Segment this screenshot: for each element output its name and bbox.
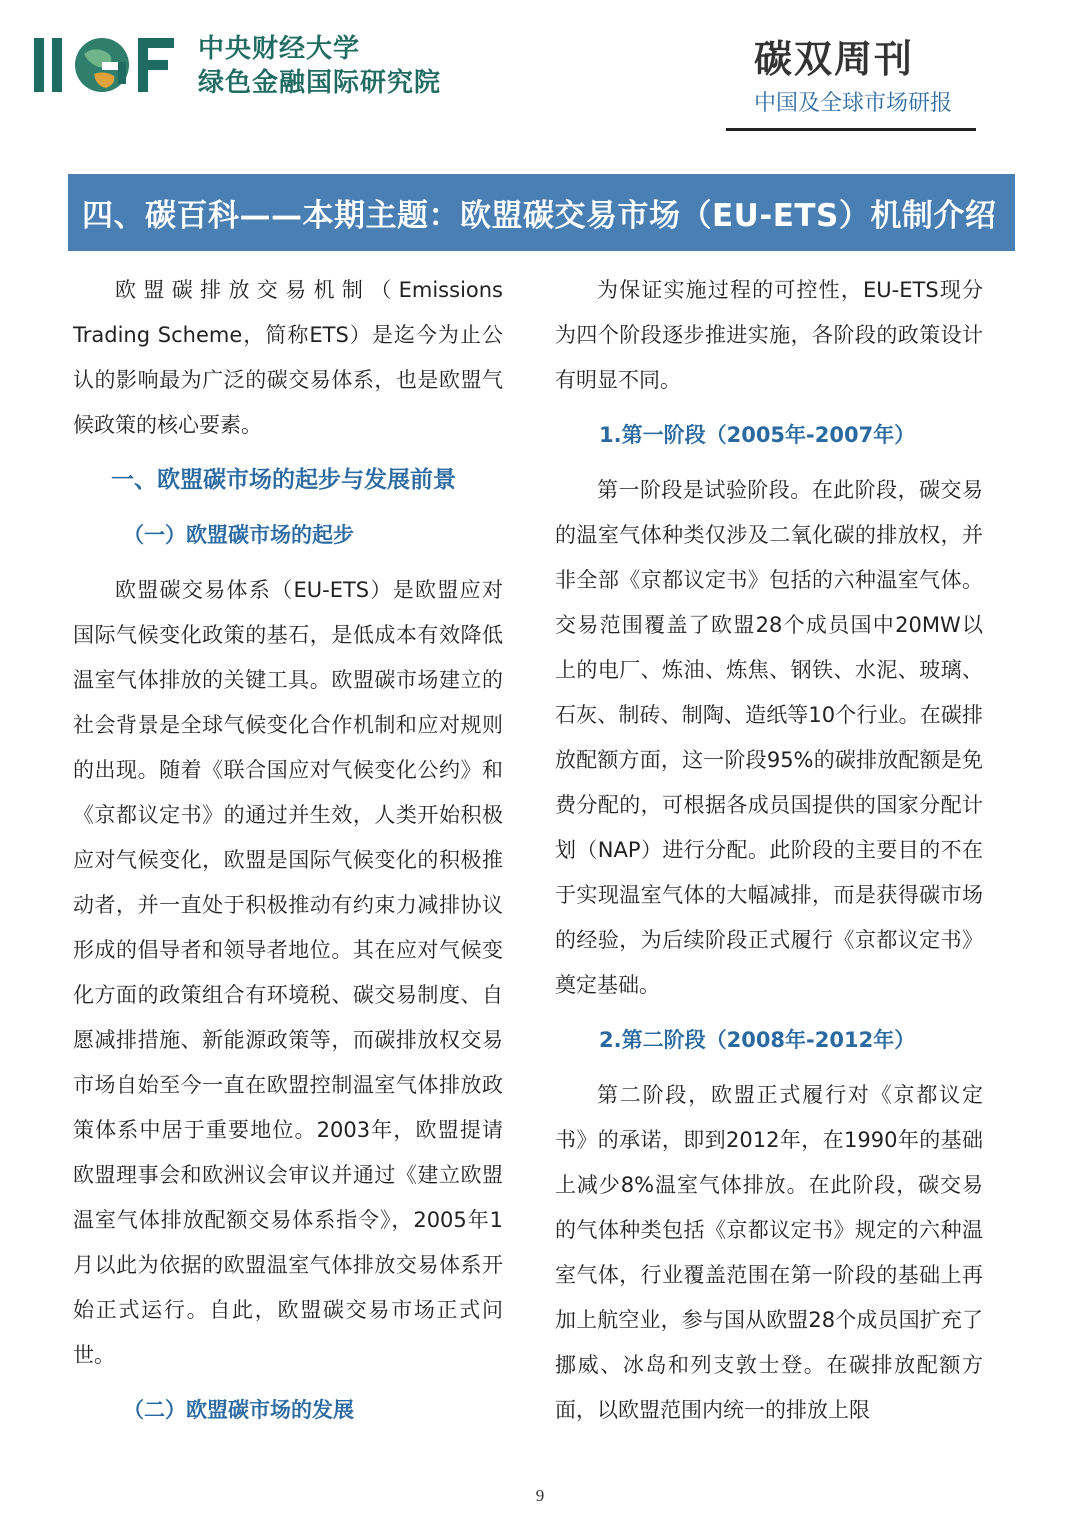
publication-subtitle: 中国及全球市场研报: [754, 91, 953, 116]
iigf-logo-mark: [34, 34, 176, 96]
publication-title: 碳双周刊: [754, 37, 915, 81]
logo-line-2: 绿色金融国际研究院: [198, 68, 442, 98]
subsection-heading: （二）欧盟碳市场的发展: [123, 1398, 354, 1422]
left-column: [73, 268, 503, 1433]
intro-paragraph: 欧盟碳排放交易机制（Emissions Trading Scheme，简称ETS）是迄今为止公认的影响最为广泛的碳交易体系，也是欧盟气候政策的核心要素。: [73, 278, 503, 437]
publication-brand: [726, 24, 976, 132]
section-banner-title: 四、碳百科——本期主题：欧盟碳交易市场（EU-ETS）机制介绍: [82, 198, 997, 234]
logo-text: [198, 32, 441, 100]
header-rule: [726, 128, 976, 131]
body-paragraph: 第二阶段，欧盟正式履行对《京都议定书》的承诺，即到2012年，在1990年的基础上减少8%温室气体排放。在此阶段，碳交易的气体种类包括《京都议定书》规定的六种温室气体，行业覆盖范围在第一阶段的基础上再加上航空业，参与国从欧盟28个成员国扩充了挪威、冰岛和列支敦士登。在碳排放配额方面，以欧盟范围内统一的排放上限: [555, 1083, 983, 1422]
subsection-heading: （一）欧盟碳市场的起步: [123, 523, 354, 547]
body-paragraph: 欧盟碳交易体系（EU-ETS）是欧盟应对国际气候变化政策的基石，是低成本有效降低温室气体排放的关键工具。欧盟碳市场建立的社会背景是全球气候变化合作机制和应对规则的出现。随着《联合国应对气候变化公约》和《京都议定书》的通过并生效，人类开始积极应对气候变化，欧盟是国际气候变化的积极推动者，并一直处于积极推动有约束力减排协议形成的倡导者和领导者地位。其在应对气候变化方面的政策组合有环境税、碳交易制度、自愿减排措施、新能源政策等，而碳排放权交易市场自始至今一直在欧盟控制温室气体排放政策体系中居于重要地位。2003年，欧盟提请欧盟理事会和欧洲议会审议并通过《建立欧盟温室气体排放配额交易体系指令》，2005年1月以此为依据的欧盟温室气体排放交易体系开始正式运行。自此，欧盟碳交易市场正式问世。: [73, 578, 503, 1367]
right-column: [555, 268, 983, 1433]
section-banner: [68, 174, 1015, 251]
logo-line-1: 中央财经大学: [198, 34, 361, 64]
body-paragraph: 第一阶段是试验阶段。在此阶段，碳交易的温室气体种类仅涉及二氧化碳的排放权，并非全部《京都议定书》包括的六种温室气体。交易范围覆盖了欧盟28个成员国中20MW以上的电厂、炼油、炼焦、钢铁、水泥、玻璃、石灰、制砖、制陶、造纸等10个行业。在碳排放配额方面，这一阶段95%的碳排放配额是免费分配的，可根据各成员国提供的国家分配计划（NAP）进行分配。此阶段的主要目的不在于实现温室气体的大幅减排，而是获得碳市场的经验，为后续阶段正式履行《京都议定书》奠定基础。: [555, 478, 983, 997]
section-heading: 一、欧盟碳市场的起步与发展前景: [111, 467, 456, 493]
intro-paragraph: 为保证实施过程的可控性，EU-ETS现分为四个阶段逐步推进实施，各阶段的政策设计有明显不同。: [555, 278, 983, 392]
phase-heading: 2.第二阶段（2008年-2012年）: [599, 1028, 916, 1052]
page-number: 9: [535, 1486, 545, 1505]
phase-heading: 1.第一阶段（2005年-2007年）: [599, 423, 916, 447]
